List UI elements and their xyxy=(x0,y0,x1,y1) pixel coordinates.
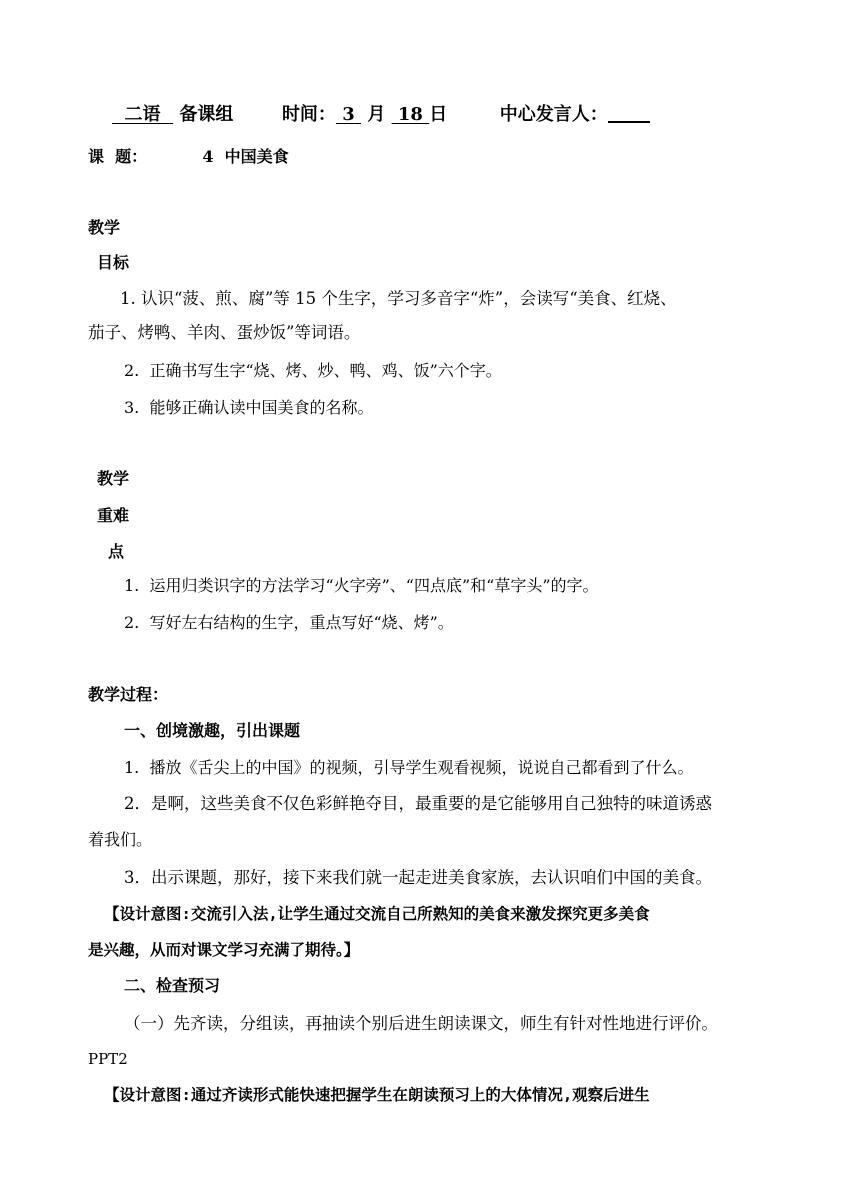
topic-label: 课 题： xyxy=(88,147,148,166)
goal-item-2: 2. 正确书写生字“烧、烤、炒、鸭、鸡、饭”六个字。 xyxy=(124,361,502,380)
topic-line xyxy=(88,147,289,167)
section-2-line-2: PPT2 xyxy=(88,1050,128,1068)
section-1-line-3: 着我们。 xyxy=(88,830,153,849)
goal-item-1-cont: 茄子、烤鸭、羊肉、蛋炒饭”等词语。 xyxy=(88,323,361,342)
section-2-title: 二、检查预习 xyxy=(124,976,221,995)
day-field: 18 xyxy=(397,104,423,125)
section-1-line-2: 2．是啊，这些美食不仅色彩鲜艳夺目，最重要的是它能够用自己独特的味道诱惑 xyxy=(124,794,712,813)
goal-item-3: 3. 能够正确认读中国美食的名称。 xyxy=(124,398,374,417)
keypoint-item-1: 1. 运用归类识字的方法学习“火字旁”、“四点底”和“草字头”的字。 xyxy=(124,576,599,595)
section-1-note-1: 【设计意图:交流引入法,让学生通过交流自己所熟知的美食来激发探究更多美食 xyxy=(104,905,650,923)
speaker-label: 中心发言人： xyxy=(499,104,608,125)
day-label: 日 xyxy=(429,104,448,125)
keypoint-item-2: 2. 写好左右结构的生字，重点写好“烧、烤”。 xyxy=(124,613,454,632)
header-line xyxy=(112,104,650,126)
month-label: 月 xyxy=(367,104,386,125)
section-1-line-1: 1. 播放《舌尖上的中国》的视频，引导学生观看视频，说说自己都看到了什么。 xyxy=(124,758,694,777)
time-label: 时间： xyxy=(281,104,336,125)
group-label: 备课组 xyxy=(179,104,234,125)
keypoints-label-1: 教学 xyxy=(97,469,130,488)
goals-label-1: 教学 xyxy=(88,218,121,237)
goal-item-1: 1. 认识“菠、煎、腐”等 15 个生字，学习多音字“炸”，会读写“美食、红烧、 xyxy=(120,289,677,308)
keypoints-label-2: 重难 xyxy=(97,506,130,525)
section-1-title: 一、创境激趣，引出课题 xyxy=(124,721,301,740)
section-2-note-1: 【设计意图:通过齐读形式能快速把握学生在朗读预习上的大体情况,观察后进生 xyxy=(104,1086,650,1104)
section-1-note-2: 是兴趣，从而对课文学习充满了期待。】 xyxy=(88,941,360,959)
process-label: 教学过程： xyxy=(88,685,169,704)
goals-label-2: 目标 xyxy=(97,253,130,272)
keypoints-label-3: 点 xyxy=(108,542,125,561)
speaker-blank xyxy=(608,105,650,123)
section-2-line-1: （一）先齐读，分组读，再抽读个别后进生朗读课文，师生有针对性地进行评价。 xyxy=(124,1014,718,1033)
grade-field: 二语 xyxy=(124,104,161,125)
section-1-line-4: 3．出示课题，那好，接下来我们就一起走进美食家族，去认识咱们中国的美食。 xyxy=(124,868,712,887)
topic-value: 4 中国美食 xyxy=(202,147,289,166)
month-field: 3 xyxy=(342,104,355,125)
